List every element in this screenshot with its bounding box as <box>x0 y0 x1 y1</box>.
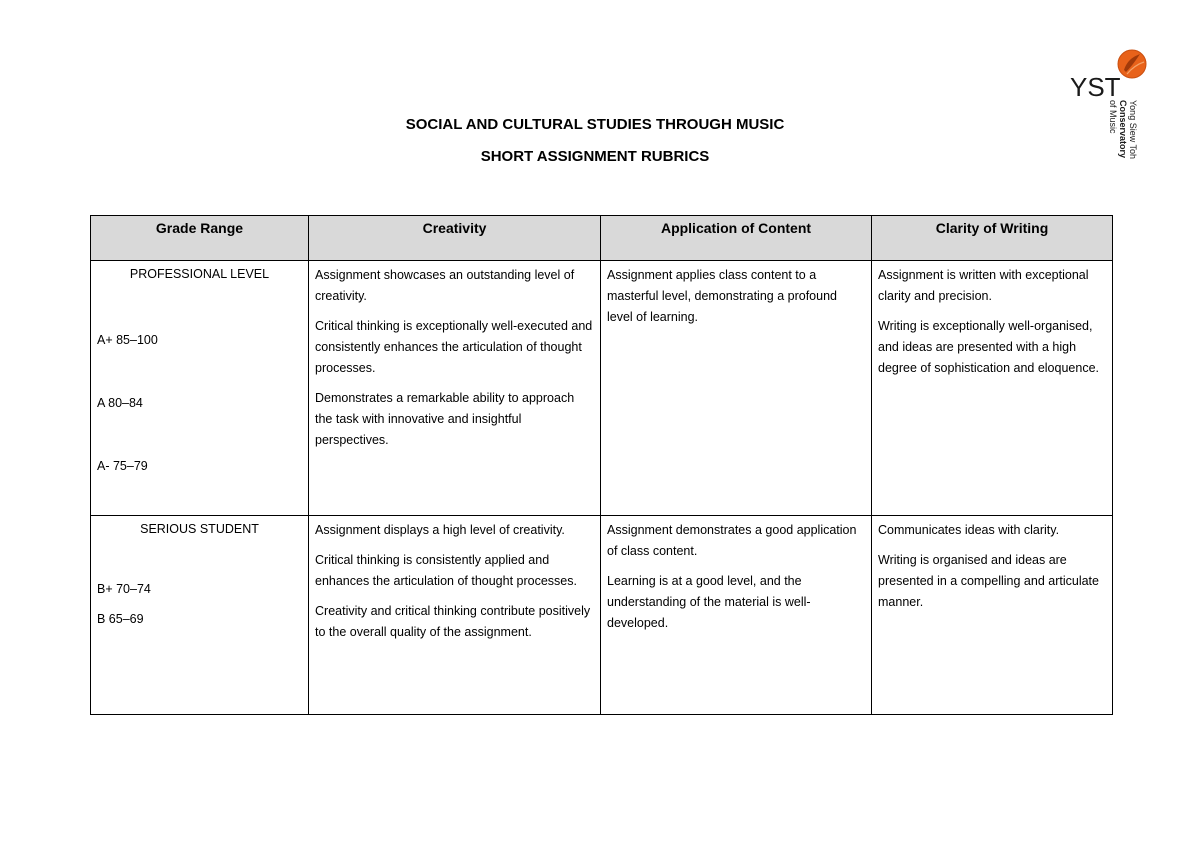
table-header-row <box>91 216 1113 261</box>
table-row <box>91 516 1113 715</box>
rubric-text: Critical thinking is consistently applied and enhances the articulation of thought processes. <box>315 553 577 588</box>
document-subtitle: SHORT ASSIGNMENT RUBRICS <box>480 148 710 165</box>
creativity-cell <box>309 261 601 516</box>
logo-line-1: Yong Siew Toh <box>1128 100 1138 160</box>
rubric-text: Writing is exceptionally well-organised, and ideas are presented with a high degree of sophistication and eloquence. <box>878 319 1099 375</box>
logo-line-2: Conservatory <box>1118 100 1128 159</box>
clarity-cell <box>872 516 1113 715</box>
rubric-text: Creativity and critical thinking contribute positively to the overall quality of the assignment. <box>315 604 591 639</box>
clarity-cell <box>872 261 1113 516</box>
header-application-of-content: Application of Content <box>601 216 872 261</box>
application-cell <box>601 516 872 715</box>
rubric-text: Demonstrates a remarkable ability to approach the task with innovative and insightful perspectives. <box>315 391 575 447</box>
rubric-text: Assignment is written with exceptional clarity and precision. <box>878 268 1089 303</box>
logo-brand-text: YST <box>1070 72 1121 102</box>
rubric-text: Learning is at a good level, and the understanding of the material is well-developed. <box>607 574 811 630</box>
rubric-text: Writing is organised and ideas are presented in a compelling and articulate manner. <box>878 553 1099 609</box>
level-label: SERIOUS STUDENT <box>140 522 259 536</box>
grade-item: B 65–69 <box>97 612 144 626</box>
grade-item: B+ 70–74 <box>97 582 151 596</box>
document-title: SOCIAL AND CULTURAL STUDIES THROUGH MUSIC <box>405 116 785 133</box>
rubric-table <box>90 215 1113 715</box>
header-clarity-of-writing: Clarity of Writing <box>872 216 1113 261</box>
rubric-text: Critical thinking is exceptionally well-executed and consistently enhances the articulation of thought processes. <box>315 319 593 375</box>
creativity-cell <box>309 516 601 715</box>
table-row <box>91 261 1113 516</box>
grade-range-cell <box>91 261 309 516</box>
level-label: PROFESSIONAL LEVEL <box>129 267 270 281</box>
header-creativity: Creativity <box>309 216 601 261</box>
grade-item: A 80–84 <box>97 396 143 410</box>
grade-item: A+ 85–100 <box>97 333 158 347</box>
grade-range-cell <box>91 516 309 715</box>
rubric-text: Assignment applies class content to a masterful level, demonstrating a profound level of learning. <box>607 268 837 324</box>
rubric-text: Communicates ideas with clarity. <box>878 523 1060 537</box>
application-cell <box>601 261 872 516</box>
logo-line-3: of Music <box>1108 100 1118 134</box>
header-grade-range: Grade Range <box>91 216 309 261</box>
rubric-text: Assignment demonstrates a good application of class content. <box>607 523 857 558</box>
grade-item: A- 75–79 <box>97 459 148 473</box>
rubric-text: Assignment displays a high level of creativity. <box>315 523 565 537</box>
rubric-text: Assignment showcases an outstanding level of creativity. <box>315 268 575 303</box>
